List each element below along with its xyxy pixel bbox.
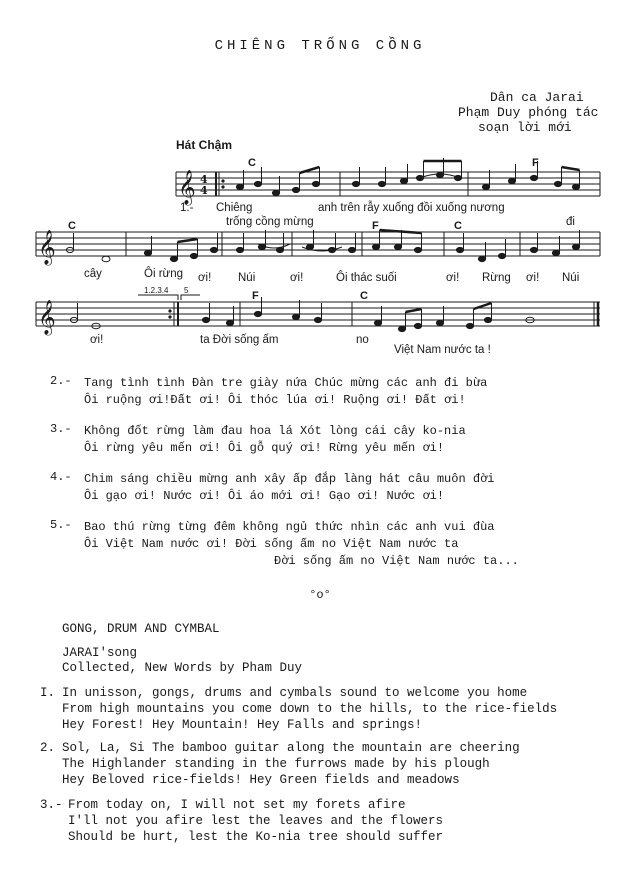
verse-line: Không đốt rừng làm đau hoa lá Xót lòng cái cây ko-nia (84, 424, 466, 438)
chord-symbol: F (532, 157, 539, 169)
verse-number: I. (40, 686, 56, 700)
verse-line: Ôi rừng yêu mến ơi! Ôi gỗ quý ơi! Rừng yêu mến ơi! (84, 441, 445, 455)
verse-number: 4.- (50, 470, 72, 484)
chord-symbol: C (360, 290, 368, 302)
verse-line: In unisson, gongs, drums and cymbals sound to welcome you home (62, 686, 528, 700)
verse-line: Hey Beloved rice-fields! Hey Green fields and meadows (62, 773, 460, 787)
chord-symbol: C (454, 220, 462, 232)
svg-text:4: 4 (200, 184, 208, 197)
tempo-marking: Hát Chậm (176, 138, 233, 152)
verse-line: Bao thú rừng từng đêm không ngủ thức nhìn các anh vui đùa (84, 520, 495, 534)
lyric-syllable: no (356, 334, 369, 346)
verse-number: 2. (40, 741, 56, 755)
chord-symbol: F (372, 220, 379, 232)
svg-text:𝄞: 𝄞 (178, 170, 196, 205)
verse-line: The Highlander standing in the furrows made by his plough (62, 757, 490, 771)
lyric-syllable: cây (84, 268, 102, 280)
lyric-syllable: ơi! (446, 272, 460, 284)
english-title: GONG, DRUM AND CYMBAL (62, 622, 220, 636)
lyric-syllable: trống cồng mừng (226, 216, 314, 228)
verse-number: 3.- (40, 798, 63, 812)
credit-line: Phạm Duy phóng tác (458, 105, 599, 120)
verse-number: 3.- (50, 422, 72, 436)
lyric-syllable: ơi! (198, 272, 212, 284)
lyric-syllable: đi (566, 216, 575, 228)
verse-line: From high mountains you come down to the hills, to the rice-fields (62, 702, 558, 716)
verse-line: I'll not you afire lest the leaves and the flowers (68, 814, 444, 828)
lyric-syllable: Rừng (482, 272, 511, 284)
verse-line: From today on, I will not set my forets afire (68, 798, 406, 812)
chord-symbol: C (68, 220, 76, 232)
lyric-syllable: Núi (562, 272, 580, 284)
lyric-syllable: Việt Nam nước ta ! (394, 344, 491, 356)
credit-line: soạn lời mới (478, 120, 572, 135)
lyric-verse-number: 1.- (180, 202, 194, 214)
svg-text:𝄞: 𝄞 (38, 300, 56, 335)
lyric-syllable: ơi! (526, 272, 540, 284)
chord-symbol: C (248, 157, 256, 169)
lyric-syllable: ơi! (290, 272, 304, 284)
verse-line: Ôi ruộng ơi!Đất ơi! Ôi thóc lúa ơi! Ruộng ơi! Đất ơi! (84, 393, 466, 407)
credit-line: Dân ca Jarai (490, 90, 584, 105)
verse-line: Ôi Việt Nam nước ơi! Đời sống ấm no Việt Nam nước ta (84, 537, 459, 551)
ending-label: 5 (184, 286, 189, 295)
verse-number: 2.- (50, 374, 72, 388)
song-title: CHIÊNG TRỐNG CỒNG (214, 38, 426, 54)
music-score (0, 0, 640, 370)
verse-line: Chim sáng chiều mừng anh xây ấp đắp làng hát câu muôn đời (84, 472, 495, 486)
lyric-syllable: Núi (238, 272, 256, 284)
chord-symbol: F (252, 290, 259, 302)
verse-line: Sol, La, Si The bamboo guitar along the mountain are cheering (62, 741, 520, 755)
verse-line: Đời sống ấm no Việt Nam nước ta... (274, 554, 519, 568)
lyric-syllable: anh trên rẫy xuống đồi xuống nương (318, 202, 505, 214)
lyric-syllable: Ôi rừng (144, 268, 184, 280)
verse-line: Should be hurt, lest the Ko-nia tree should suffer (68, 830, 444, 844)
verse-line: Tang tình tình Đàn tre giày nứa Chúc mừng các anh đi bừa (84, 376, 488, 390)
english-subtitle: Collected, New Words by Pham Duy (62, 661, 303, 675)
lyric-syllable: Ôi thác suối (336, 272, 397, 284)
verse-number: 5.- (50, 518, 72, 532)
lyric-syllable: ơi! (90, 334, 104, 346)
volta-label: 1.2.3.4 (144, 286, 169, 295)
verse-line: Ôi gạo ơi! Nước ơi! Ôi áo mới ơi! Gạo ơi! Nước ơi! (84, 489, 445, 503)
english-subtitle: JARAI'song (62, 646, 138, 660)
verse-line: Hey Forest! Hey Mountain! Hey Falls and springs! (62, 718, 423, 732)
section-separator: °o° (309, 588, 331, 602)
svg-text:𝄞: 𝄞 (38, 230, 56, 265)
lyric-syllable: ta Đời sống ấm (200, 334, 279, 346)
svg-text:4: 4 (200, 173, 208, 186)
lyric-syllable: Chiêng (216, 202, 253, 214)
